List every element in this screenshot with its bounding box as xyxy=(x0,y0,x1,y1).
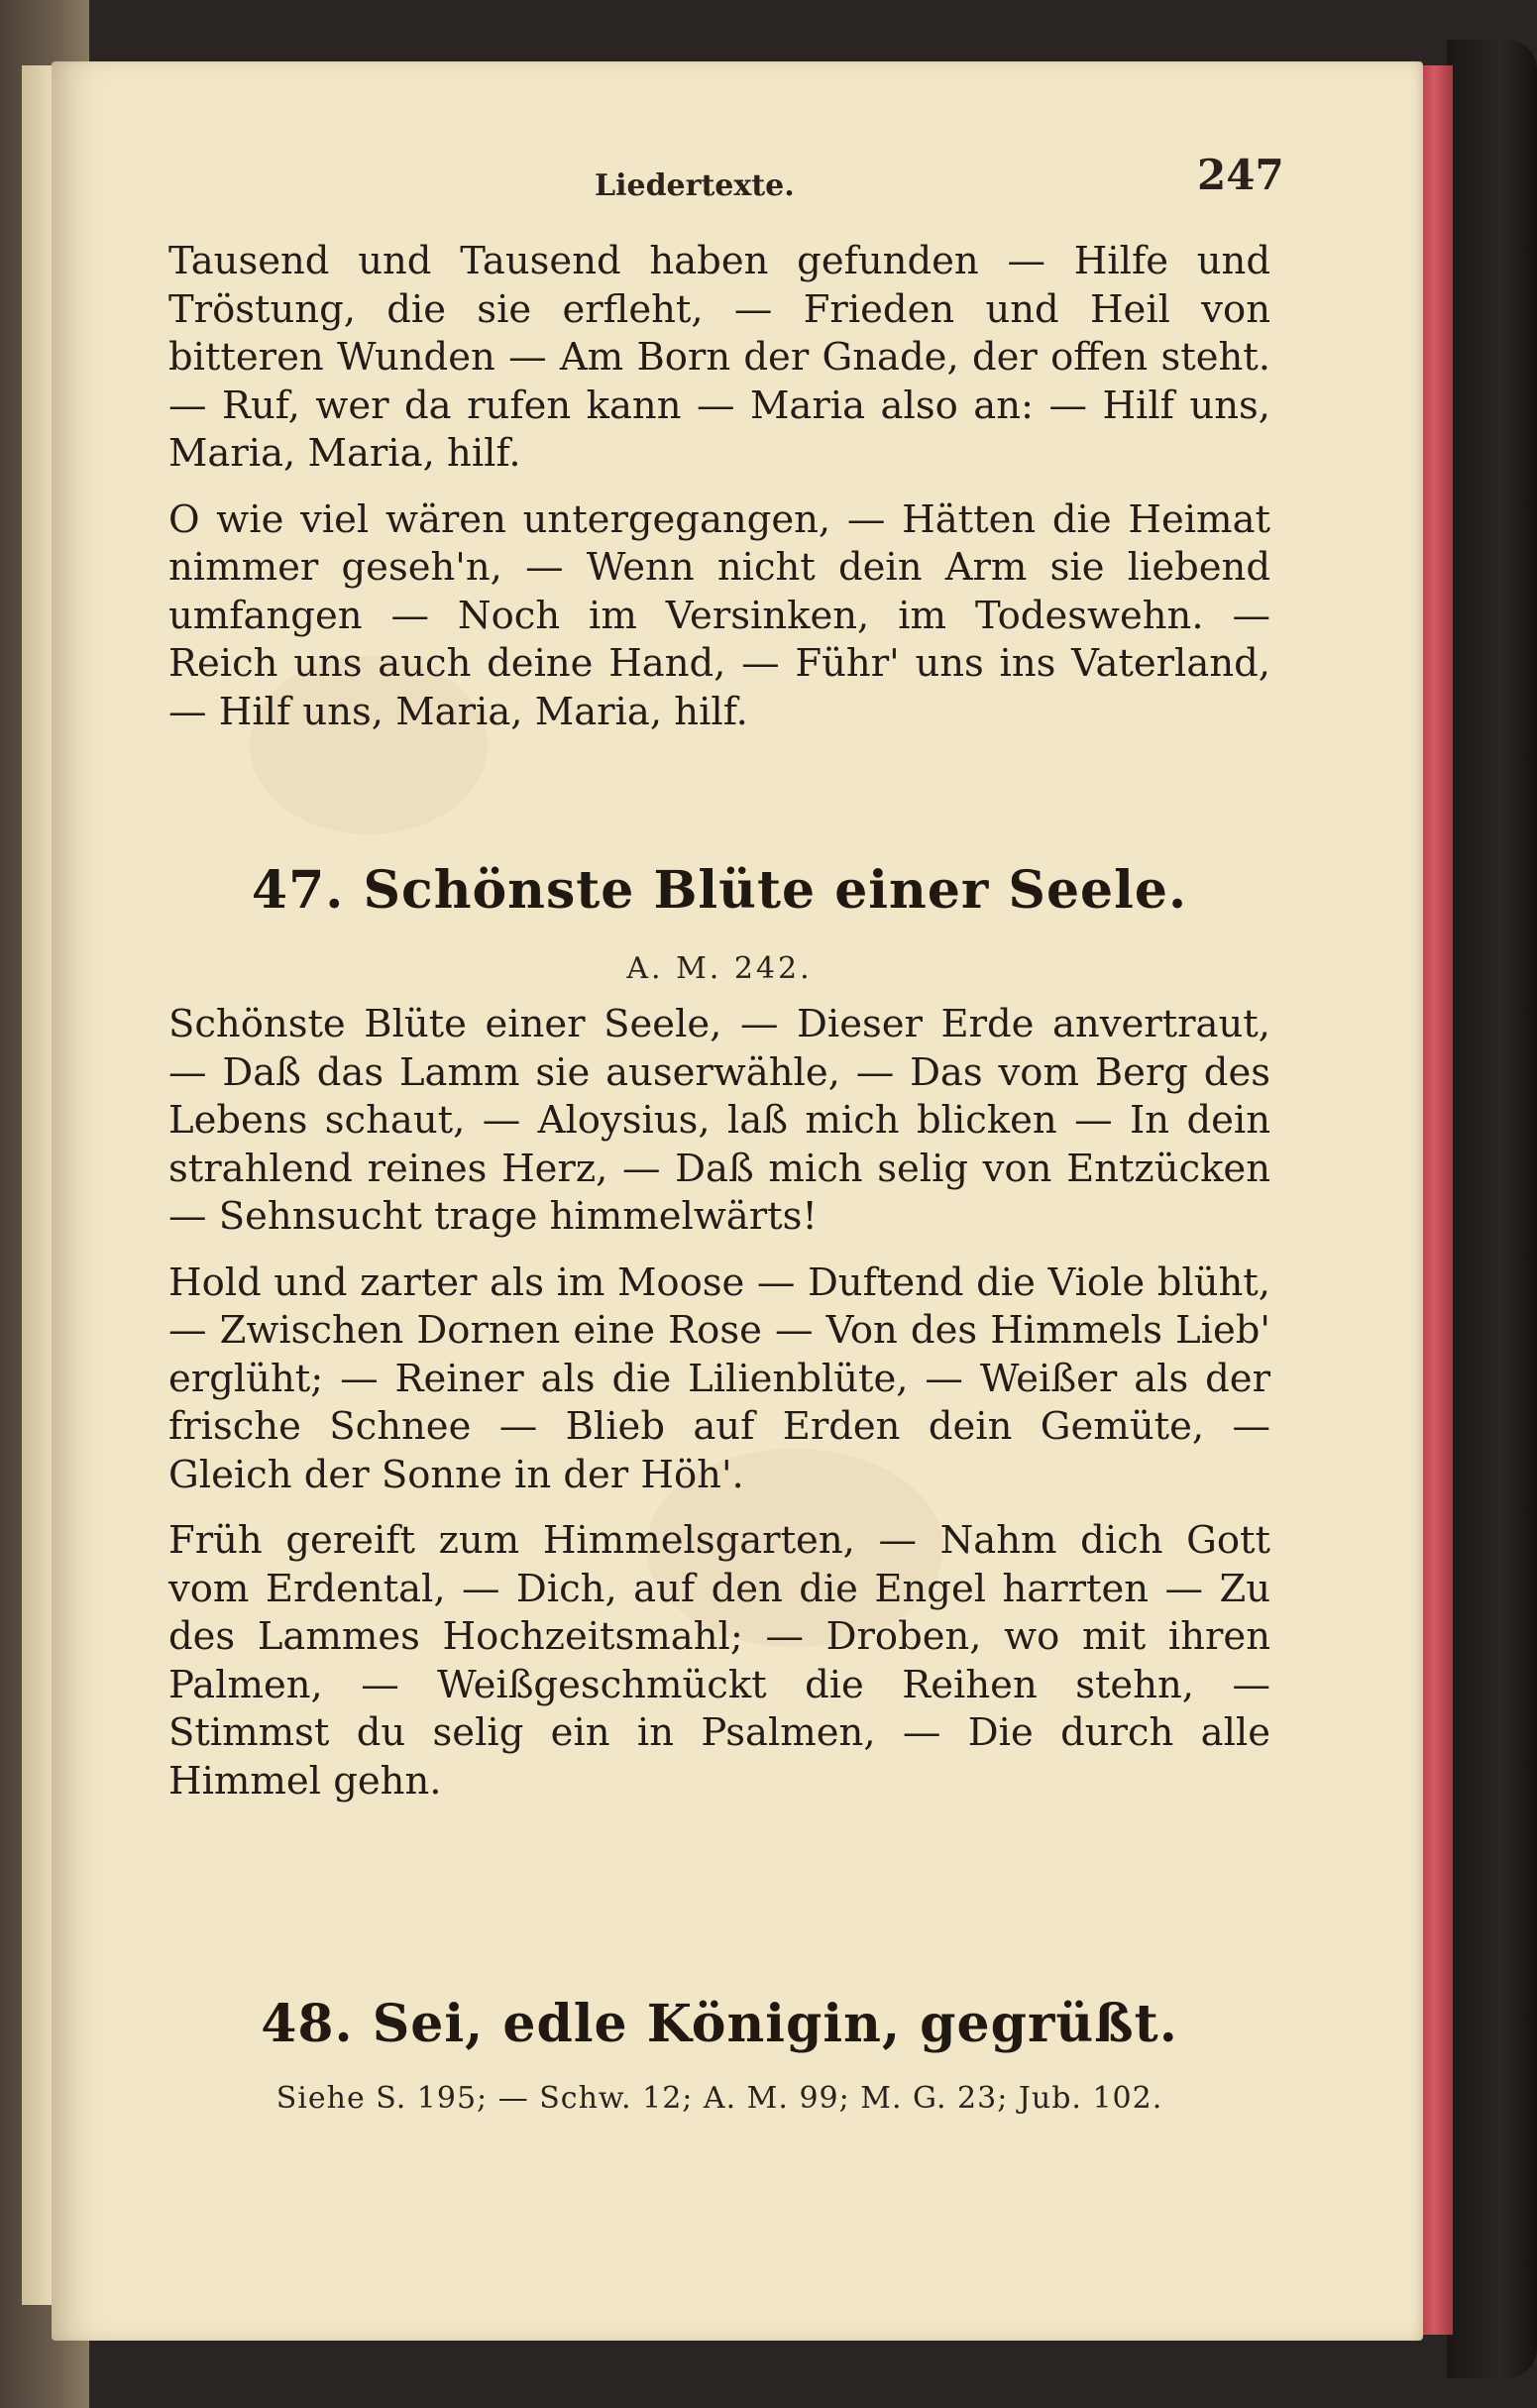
song-47-verse-3: Früh gereift zum Himmelsgarten, — Nahm dich Gott vom Erdental, — Dich, auf den die Engel harrten — Zu des Lammes Hochzeitsmahl; — Droben, wo mit ihren Palmen, — Weißgeschmückt die Reihen stehn, — Stimmst du selig ein in Psalmen, — Die durch alle Himmel gehn. xyxy=(168,1518,1270,1804)
inner-margin xyxy=(22,65,52,2305)
page-number: 247 xyxy=(1197,151,1284,199)
song-48-reference: Siehe S. 195; — Schw. 12; A. M. 99; M. G. 23; Jub. 102. xyxy=(275,2081,1163,2116)
book-cover-edge xyxy=(1447,40,1537,2378)
song-48-title: 48. Sei, edle Königin, gegrüßt. xyxy=(261,1994,1178,2054)
song-47-verse-2: Hold und zarter als im Moose — Duftend die Viole blüht, — Zwischen Dornen eine Rose — Von des Himmels Lieb' erglüht; — Reiner als die Lilienblüte, — Weißer als der frische Schnee — Blieb auf Erden dein Gemüte, — Gleich der Sonne in der Höh'. xyxy=(168,1259,1270,1497)
song-47-title: 47. Schönste Blüte einer Seele. xyxy=(251,860,1188,921)
paragraph-2: O wie viel wären untergegangen, — Hätten die Heimat nimmer geseh'n, — Wenn nicht dein Arm sie liebend umfangen — Noch im Versinken, im Todeswehn. — Reich uns auch deine Hand, — Führ' uns ins Vaterland, — Hilf uns, Maria, Maria, hilf. xyxy=(168,496,1270,734)
running-title: Liedertexte. xyxy=(595,168,795,203)
red-page-edge xyxy=(1419,65,1453,2335)
song-continuation xyxy=(168,238,1270,736)
song-47-verse-1: Schönste Blüte einer Seele, — Dieser Erde anvertraut, — Daß das Lamm sie auserwähle, — Das vom Berg des Lebens schaut, — Aloysius, laß mich blicken — In dein strahlend reines Herz, — Daß mich selig von Entzücken — Sehnsucht trage himmelwärts! xyxy=(168,1002,1270,1239)
song-47-body xyxy=(168,1001,1270,1806)
song-47-reference: A. M. 242. xyxy=(626,951,813,986)
paragraph-1: Tausend und Tausend haben gefunden — Hilfe und Tröstung, die sie erfleht, — Frieden und Heil von bitteren Wunden — Am Born der Gnade, der offen steht. — Ruf, wer da rufen kann — Maria also an: — Hilf uns, Maria, Maria, hilf. xyxy=(168,239,1270,476)
